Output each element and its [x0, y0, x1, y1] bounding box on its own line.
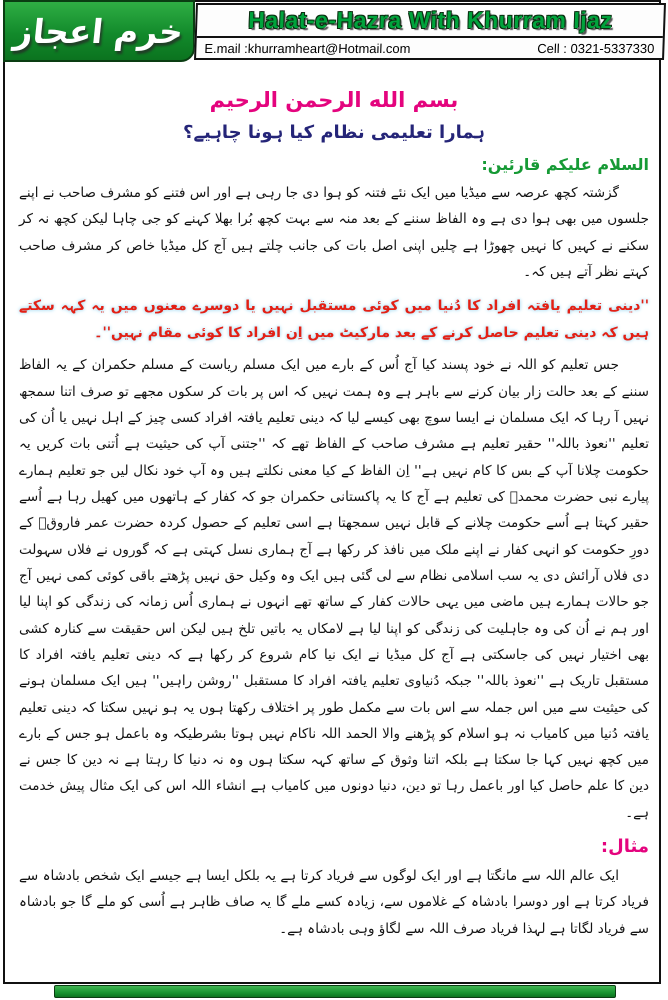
footer-green-strip	[54, 985, 616, 998]
example-heading: مثال:	[600, 836, 649, 858]
bismillah-heading: بسم الله الرحمن الرحيم	[209, 88, 459, 112]
example-paragraph: ایک عالم اللہ سے مانگتا ہے اور ایک لوگوں سے فریاد کرتا ہے یہ بلکل ایسا ہے جیسے ایک شخص بادشاہ سے فریاد کرتا ہے اور دوسرا بادشاہ کے غلاموں سے، زیادہ کسے ملے گا یہ صاف ظاہر ہے اُسی کو ملے گا جو بادشاہ سے فریاد لگاتا ہے لہذا فریاد صرف اللہ سے لگاؤ وہی بادشاہ ہے۔	[19, 868, 649, 937]
cell-text: Cell : 0321-5337330	[537, 40, 655, 56]
contact-row	[196, 38, 663, 58]
intro-paragraph: گزشتہ کچھ عرصہ سے میڈیا میں ایک نئے فتنہ کو ہوا دی جا رہی ہے اور اس فتنے کو مشرف صاحب نے اپنے جلسوں میں بھی ہوا دی ہے وہ الفاظ سننے کے بعد منہ سے بہت کچھ بُرا بھلا کہنے کو جی چاہا لیکن کچھ نہ کر سکنے نے کہیں کا نہیں چھوڑا ہے چلیں اپنی اصل بات کی جانب چلتے ہیں آج کل میڈیا خاص کر مشرف صاحب کہتے نظر آتے ہیں کہ۔	[19, 185, 649, 280]
author-calligraphy: خرم اعجاز	[12, 11, 186, 51]
document-page	[3, 0, 661, 984]
main-paragraph: جس تعلیم کو اللہ نے خود پسند کیا آج اُس کے بارے میں ایک مسلم ریاست کے مسلم حکمران کے یہ الفاظ سننے کے بعد حالت زار بیان کرنے سے باہر ہے وہ ہمت نہیں کہ اس پر بات کر سکوں مجھے تو صرف اتنا سمجھ نہیں آ رہا کہ ایک مسلمان نے ایسا سوچ بھی کیسے لیا کہ دینی تعلیم یافتہ افراد کسی چیز کے اہل نہیں یا اُن کی تعلیم ''نعوذ باللہ'' حقیر تعلیم ہے مشرف صاحب کے الفاظ تھے کہ ''جتنی آپ کی حیثیت ہے اُتنی بات کریں یہ حکومت چلانا آپ کے بس کا کام نہیں ہے'' اِن الفاظ کے کیا معنی نکلتے ہیں وہ آپ خود نکال لیں جو تعلیم ہمارے پیارے نبی حضرت محمدﷺ کی تعلیم ہے آج کا یہ پاکستانی حکمران جو کہ کفار کے ہاتھوں میں کھیل رہا ہے اُسے حقیر کہتا ہے اُسے حکومت چلانے کے قابل نہیں سمجھتا ہے اسی تعلیم کے حصول کردہ حضرت عمر فاروقؓ کے دورِ حکومت کو انہی کفار نے اپنے ملک میں نافذ کر رکھا ہے آج ہماری نسل کہتی ہے کہ گوروں نے فلاں سہولت دی فلاں آرائش دی یہ سب اسلامی نظام سے لی گئی ہیں ایک وہ وکیل حق نہیں پڑھتے باقی کوئی کمی نہیں آج جو حالات ہمارے ہیں ماضی میں یہی حالات کفار کے ساتھ تھے انہوں نے ہماری اُس زمانہ کی زندگی کو اپنا لیا اور ہم نے اُن کی وہ جاہلیت کی زندگی کو اپنا لیا ہے لامکاں یہ باتیں تلخ ہیں لیکن اس حقیقت سے کنارہ کشی بھی اختیار نہیں کی جاسکتی ہے آج کل میڈیا نے ایک نیا کام شروع کر رکھا ہے کہ دینی تعلیم یافتہ افراد کا مستقبل تاریک ہے ''نعوذ باللہ'' جبکہ دُنیاوی تعلیم یافتہ افراد کا مستقبل ''روشن راہیں'' ہیں ایک مسلمان ہونے کی حیثیت سے میں اس جملہ سے اس بات سے مکمل طور پر اختلاف رکھتا ہوں یہ ہو نہیں سکتا کہ دینی تعلیم یافتہ دُنیا میں کامیاب نہ ہو اسلام کو پڑھنے والا الحمد اللہ ناکام نہیں ہوتا بشرطیکہ وہ باعمل ہو جس کے بارے میں کچھ نہیں کہا جا سکتا ہے بلکہ اتنا وثوق کے ساتھ کہہ سکتا ہوں وہ نہ دنیا کا رہتا ہے نہ دین کا جس نے دین کا علم حاصل کیا اور باعمل رہا تو دین، دنیا دونوں میں کامیاب ہے انشاء اللہ اس کی ایک مثال پیش خدمت ہے۔	[19, 357, 649, 821]
article-title: ہمارا تعلیمی نظام کیا ہونا چاہیے؟	[183, 122, 485, 143]
page-header	[3, 0, 665, 64]
greeting-line: السلام علیکم قارئین:	[481, 155, 649, 174]
email-text: E.mail :khurramheart@Hotmail.com	[204, 40, 411, 56]
article-body	[19, 74, 649, 942]
column-title: Halat-e-Hazra With Khurram Ijaz	[197, 5, 664, 38]
highlighted-quote: ''دینی تعلیم یافتہ افراد کا دُنیا میں کوئی مستقبل نہیں یا دوسرے معنوں میں یہ کہہ سکتے ہیں کہ دینی تعلیم حاصل کرنے کے بعد مارکیٹ میں اِن افراد کا کوئی مقام نہیں''۔	[19, 298, 649, 341]
banner-box	[194, 3, 666, 60]
author-logo-box	[3, 0, 195, 62]
